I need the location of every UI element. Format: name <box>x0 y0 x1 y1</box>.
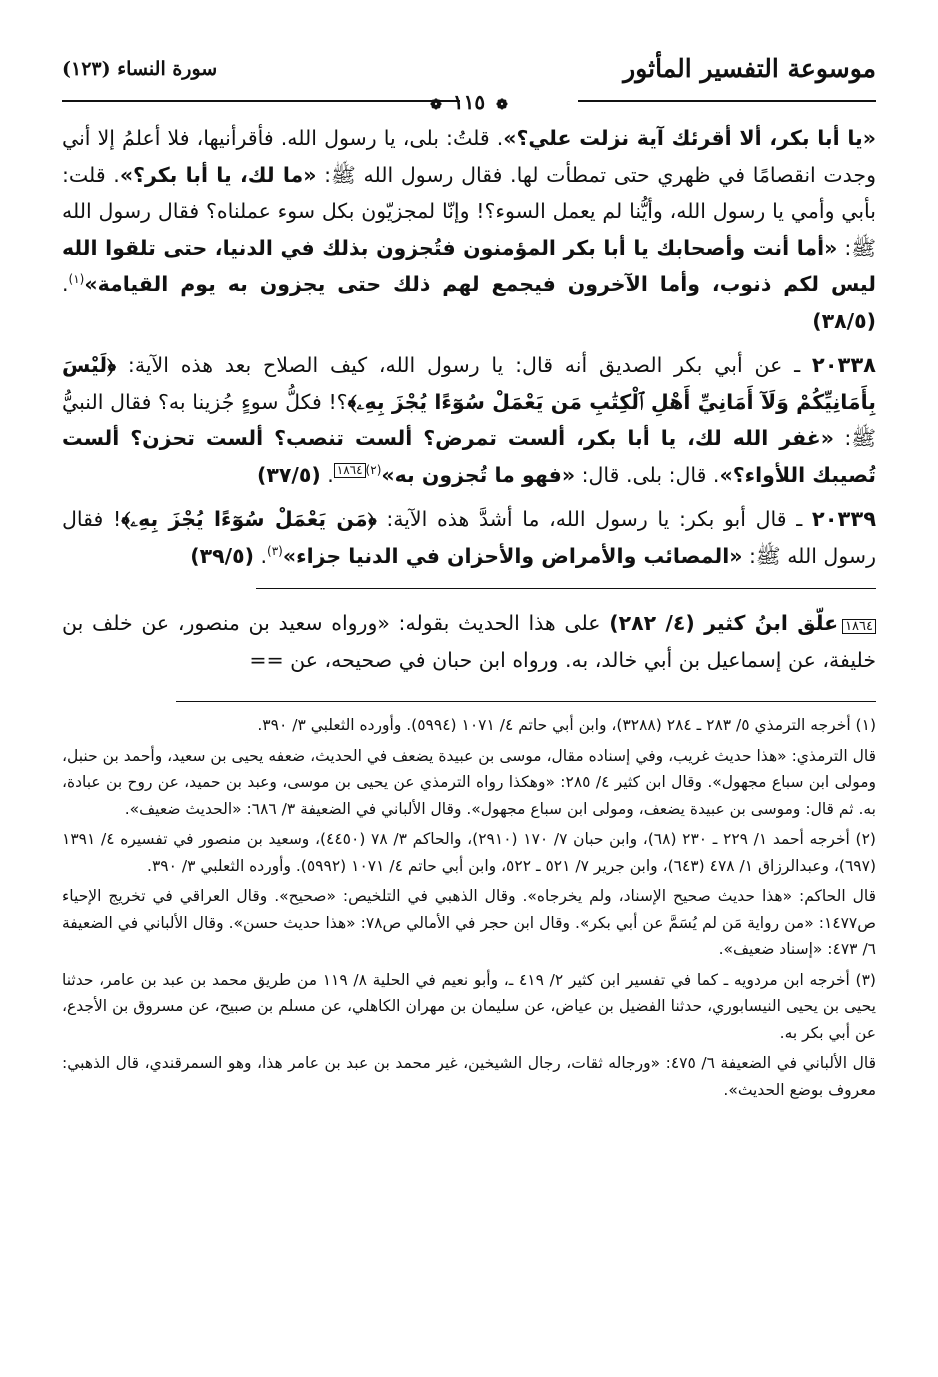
hadith-quote: «ما لك، يا أبا بكر؟» <box>119 162 317 187</box>
hadith-paragraph-continued: «يا أبا بكر، ألا أقرئك آية نزلت علي؟». قلتُ: بلى، يا رسول الله. فأقرأنيها، فلا أعلمُ إلا أني وجدت انقصامًا في ظهري حتى تمطأت لها. فقال رسول الله ﷺ: «ما لك، يا أبا بكر؟». قلت: بأبي وأمي يا رسول الله، وأيُّنا لم يعمل السوء؟! وإنّا لمجزيّون بكل سوء عملناه؟ فقال رسول الله ﷺ: «أما أنت وأصحابك يا أبا بكر المؤمنون فتُجزون بذلك في الدنيا، حتى تلقوا الله ليس لكم ذنوب، وأما الآخرون فيجمع لهم ذلك حتى يجزون به يوم القيامة»$^{(١)}$. (٣٨/٥) <box>62 126 877 333</box>
ornament-icon: ❁ <box>496 97 508 113</box>
ornament-icon: ❁ <box>430 97 442 113</box>
hadith-paragraph: ٢٠٣٣٩ ـ قال أبو بكر: يا رسول الله، ما أشدَّ هذه الآية: ﴿مَن يَعْمَلْ سُوٓءًا يُجْزَ بِهِۦ﴾! فقال رسول الله ﷺ: «المصائب والأمراض والأحزان في الدنيا جزاء»$^{(٣)}$. (٣٩/٥) <box>62 507 877 568</box>
commentary-marker[interactable]: ١٨٦٤ <box>334 463 366 478</box>
footnote: قال الترمذي: «هذا حديث غريب، وفي إسناده مقال، موسى بن عبيدة يضعف في الحديث، ضعفه يحيى بن سعيد، وأحمد بن حنبل، ومولى ابن سباع مجهول». وقال ابن كثير ٤/ ٢٨٥: «وهكذا رواه الترمذي عن يحيى بن موسى، وعبد بن حميد، عن روح بن عبادة، به. ثم قال: وموسى بن عبيدة يضعف، ومولى ابن سباع مجهول». وقال الألباني في الضعيفة ٣/ ٦٨٦: «الحديث ضعيف». <box>62 746 877 818</box>
footnote-marker[interactable]: (١) <box>68 272 85 287</box>
main-text <box>62 120 876 574</box>
footnote: قال الألباني في الضعيفة ٦/ ٤٧٥: «ورجاله ثقات، رجال الشيخين، غير محمد بن عبد بن عامر هذا، وهو السمرقندي، قال الذهبي: معروف بوضع الحديث». <box>62 1054 876 1099</box>
volume-ref: (٣٩/٥) <box>190 543 254 568</box>
footnote: (١) أخرجه الترمذي ٥/ ٢٨٣ ـ ٢٨٤ (٣٢٨٨)، وابن أبي حاتم ٤/ ١٠٧١ (٥٩٩٤). وأورده الثعلبي ٣/ ٣٩٠. <box>257 716 876 734</box>
narration-text: . قلتُ: بلى، يا رسول الله. فأقرأنيها، فلا أعلمُ إلا أني وجدت انقصامًا في ظهري حتى تمطأت لها. فقال رسول الله ﷺ: <box>62 126 877 187</box>
commentary-block <box>62 605 876 679</box>
commentary-text: على هذا الحديث بقوله: «ورواه سعيد بن منصور، عن خلف بن خليفة، عن إسماعيل بن أبي خالد، به. ورواه ابن حبان في صحيحه، عن == <box>62 611 876 672</box>
page-header <box>62 46 876 114</box>
narration-text: . قلت: بأبي وأمي يا رسول الله، وأيُّنا لم يعمل السوء؟! وإنّا لمجزيّون بكل سوء عملناه؟ فقال رسول الله ﷺ: <box>62 162 876 260</box>
hadith-number: ٢٠٣٣٨ <box>811 353 876 377</box>
commentary-lead: علّق ابنُ كثير (٤/ ٢٨٢) <box>609 611 839 635</box>
hadith-quote: «المصائب والأمراض والأحزان في الدنيا جزاء» <box>282 543 743 568</box>
hadith-quote: «غفر الله لك، يا أبا بكر، ألست تمرض؟ ألست تنصب؟ ألست تحزن؟ ألست تُصيبك اللأواء؟» <box>62 426 876 487</box>
hadith-quote: «يا أبا بكر، ألا أقرئك آية نزلت علي؟» <box>503 126 876 150</box>
footnotes <box>62 712 876 1103</box>
page-number: ١١٥ <box>452 90 486 114</box>
hadith-paragraph: ٢٠٣٣٨ ـ عن أبي بكر الصديق أنه قال: يا رسول الله، كيف الصلاح بعد هذه الآية: ﴿لَيْسَ بِأَمَانِيِّكُمْ وَلَآ أَمَانِيِّ أَهْلِ ٱلْكِتَٰبِ مَن يَعْمَلْ سُوٓءًا يُجْزَ بِهِۦ﴾؟! فكلُّ سوءٍ جُزينا به؟ فقال النبيُّ ﷺ: «غفر الله لك، يا أبا بكر، ألست تمرض؟ ألست تنصب؟ ألست تحزن؟ ألست تُصيبك اللأواء؟». قال: بلى. قال: «فهو ما تُجزون به»$^{(٢)}$١٨٦٤. (٣٧/٥) <box>62 353 877 487</box>
footnote: قال الحاكم: «هذا حديث صحيح الإسناد، ولم يخرجاه». وقال الذهبي في التلخيص: «صحيح». وقال العراقي في تخريج الإحياء ص١٤٧٧: «من رواية مَن لم يُسَمَّ عن أبي بكر». وقال ابن حجر في الأمالي ص٧٨: «هذا حديث حسن». وقال الألباني في الضعيفة ٦/ ٤٧٣: «إسناد ضعيف». <box>62 887 876 958</box>
page-number-block <box>62 90 876 117</box>
footnote-marker[interactable]: (٢) <box>365 462 382 477</box>
narration-text: ! فقال رسول الله ﷺ: <box>62 507 876 568</box>
hadith-number: ٢٠٣٣٩ <box>811 507 877 531</box>
volume-ref: (٣٨/٥) <box>812 308 876 333</box>
commentary-divider <box>256 588 876 589</box>
footnote: (٢) أخرجه أحمد ١/ ٢٢٩ ـ ٢٣٠ (٦٨)، وابن حبان ٧/ ١٧٠ (٢٩١٠)، والحاكم ٣/ ٧٨ (٤٤٥٠)، وسعيد بن منصور في تفسيره ٤/ ١٣٩١ (٦٩٧)، وعبدالرزاق ١/ ٤٧٨ (٦٤٣)، وابن جرير ٧/ ٥٢١ ـ ٥٢٢، وابن أبي حاتم ٤/ ١٠٧١ (٥٩٩٢). وأورده الثعلبي ٣/ ٣٩٠. <box>62 830 876 875</box>
narration-text: ؟! فكلُّ سوءٍ جُزينا به؟ فقال النبيُّ ﷺ: <box>62 389 877 450</box>
footnote: (٣) أخرجه ابن مردويه ـ كما في تفسير ابن كثير ٢/ ٤١٩ ـ، وأبو نعيم في الحلية ٨/ ١١٩ من طريق محمد بن عبد بن عامر، حدثنا يحيى بن يحيى النيسابوري، حدثنا الفضيل بن عياض، عن سليمان بن مهران الكاهلي، عن مسلم بن صبيح، عن مسروق بن الأجدع، عن أبي بكر به. <box>62 970 876 1042</box>
surah-label: سورة النساء <box>117 58 218 80</box>
hadith-quote: «فهو ما تُجزون به» <box>381 462 576 487</box>
narration-text: ـ عن أبي بكر الصديق أنه قال: يا رسول الله، كيف الصلاح بعد هذه الآية: <box>116 353 812 377</box>
quran-verse: ﴿مَن يَعْمَلْ سُوٓءًا يُجْزَ بِهِۦ﴾ <box>121 507 377 531</box>
quran-verse: ﴿لَيْسَ بِأَمَانِيِّكُمْ وَلَآ أَمَانِيِّ أَهْلِ ٱلْكِتَٰبِ مَن يَعْمَلْ سُوٓءًا يُجْزَ بِهِۦ﴾ <box>62 353 876 414</box>
footnote-marker[interactable]: (٣) <box>267 543 283 558</box>
verse-ref: (١٢٣) <box>62 58 111 80</box>
hadith-quote: «أما أنت وأصحابك يا أبا بكر المؤمنون فتُجزون بذلك في الدنيا، حتى تلقوا الله ليس لكم ذنوب، وأما الآخرون فيجمع لهم ذلك حتى يجزون به يوم القيامة» <box>62 235 876 296</box>
book-title: موسوعة التفسير المأثور <box>623 54 876 83</box>
narration-text: ـ قال أبو بكر: يا رسول الله، ما أشدَّ هذه الآية: <box>376 507 812 531</box>
narration-text: . قال: بلى. قال: <box>575 462 720 487</box>
commentary-number: ١٨٦٤ <box>842 619 876 634</box>
volume-ref: (٣٧/٥) <box>256 462 321 487</box>
footnote-divider <box>176 701 876 702</box>
surah-heading <box>62 58 217 80</box>
